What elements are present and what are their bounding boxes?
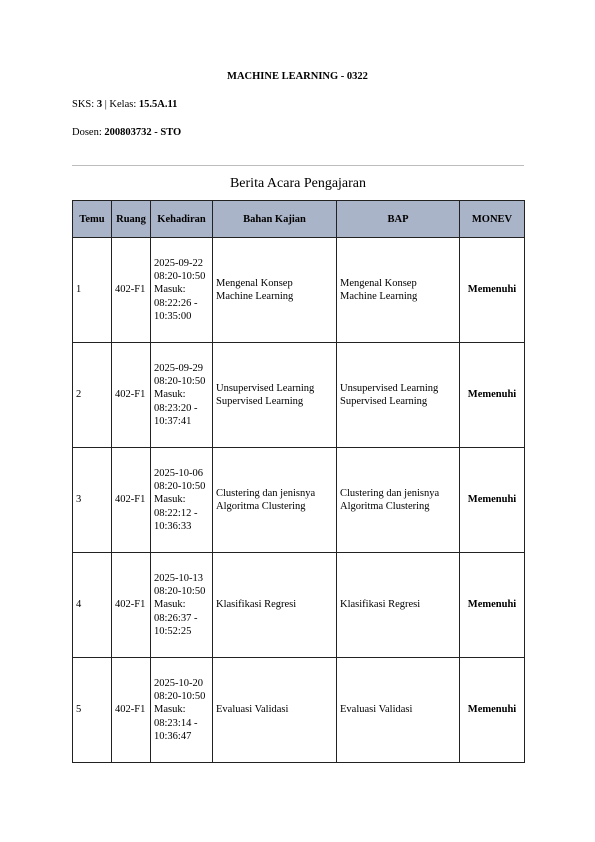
header-monev: MONEV [460, 201, 525, 238]
header-ruang: Ruang [112, 201, 151, 238]
cell-kehadiran [151, 238, 213, 343]
kelas-label: Kelas: [109, 99, 137, 110]
sks-kelas-line [72, 99, 177, 110]
cell-monev: Memenuhi [460, 343, 525, 448]
bap-line: Klasifikasi Regresi [340, 599, 421, 611]
cell-kehadiran [151, 448, 213, 553]
attendance-time: Masuk: 08:26:37 - 10:52:25 [154, 599, 198, 637]
header-bap: BAP [337, 201, 460, 238]
bap-line: Supervised Learning [340, 396, 428, 407]
cell-bahan-kajian [213, 448, 337, 553]
bap-line: Unsupervised Learning [340, 382, 439, 394]
separator: | [104, 99, 107, 110]
header-kehadiran: Kehadiran [151, 201, 213, 238]
cell-temu: 3 [73, 448, 112, 553]
table-row [73, 343, 525, 448]
attendance-time: Masuk: 08:23:14 - 10:36:47 [154, 704, 198, 742]
attendance-time: Masuk: 08:22:12 - 10:36:33 [154, 494, 198, 532]
dosen-value: 200803732 - STO [104, 127, 182, 138]
table-row [73, 238, 525, 343]
bahan-line: Algoritma Clustering [216, 501, 306, 512]
cell-kehadiran [151, 343, 213, 448]
cell-bap [337, 343, 460, 448]
bahan-line: Evaluasi Validasi [216, 704, 289, 716]
meeting-date: 2025-10-13 08:20-10:50 [154, 572, 206, 597]
cell-temu: 4 [73, 553, 112, 658]
header-bahan-kajian: Bahan Kajian [213, 201, 337, 238]
cell-kehadiran [151, 658, 213, 763]
cell-bap [337, 553, 460, 658]
page-title: MACHINE LEARNING - 0322 [227, 71, 368, 82]
attendance-time: Masuk: 08:23:20 - 10:37:41 [154, 389, 198, 427]
bap-line: Evaluasi Validasi [340, 704, 413, 716]
bahan-line: Clustering dan jenisnya [216, 487, 316, 499]
bahan-line: Mengenal Konsep [216, 277, 293, 289]
bahan-line: Klasifikasi Regresi [216, 599, 297, 611]
meeting-date: 2025-10-20 08:20-10:50 [154, 677, 206, 702]
cell-bap [337, 658, 460, 763]
cell-bahan-kajian [213, 343, 337, 448]
cell-bahan-kajian [213, 553, 337, 658]
table-row [73, 658, 525, 763]
cell-bahan-kajian [213, 658, 337, 763]
dosen-label: Dosen: [72, 127, 102, 138]
berita-acara-table [72, 200, 525, 763]
cell-monev: Memenuhi [460, 238, 525, 343]
bap-line: Algoritma Clustering [340, 501, 430, 512]
dosen-line [72, 127, 181, 138]
cell-temu: 5 [73, 658, 112, 763]
table-row [73, 553, 525, 658]
meeting-date: 2025-09-22 08:20-10:50 [154, 257, 206, 282]
bap-line: Clustering dan jenisnya [340, 487, 440, 499]
kelas-value: 15.5A.11 [138, 99, 178, 110]
cell-ruang: 402-F1 [112, 343, 151, 448]
cell-temu: 2 [73, 343, 112, 448]
cell-temu: 1 [73, 238, 112, 343]
sks-value: 3 [96, 99, 103, 110]
bahan-line: Supervised Learning [216, 396, 304, 407]
table-row [73, 448, 525, 553]
attendance-time: Masuk: 08:22:26 - 10:35:00 [154, 284, 198, 322]
cell-ruang: 402-F1 [112, 238, 151, 343]
bap-line: Mengenal Konsep [340, 277, 417, 289]
bahan-line: Machine Learning [216, 291, 294, 302]
section-title: Berita Acara Pengajaran [229, 176, 367, 191]
cell-monev: Memenuhi [460, 658, 525, 763]
divider [72, 165, 524, 166]
header-temu: Temu [73, 201, 112, 238]
cell-bap [337, 448, 460, 553]
cell-bahan-kajian [213, 238, 337, 343]
cell-bap [337, 238, 460, 343]
bap-line: Machine Learning [340, 291, 418, 302]
bahan-line: Unsupervised Learning [216, 382, 315, 394]
cell-ruang: 402-F1 [112, 553, 151, 658]
cell-kehadiran [151, 553, 213, 658]
sks-label: SKS: [72, 99, 95, 110]
cell-monev: Memenuhi [460, 448, 525, 553]
cell-ruang: 402-F1 [112, 658, 151, 763]
meeting-date: 2025-10-06 08:20-10:50 [154, 467, 206, 492]
cell-ruang: 402-F1 [112, 448, 151, 553]
table-header-row [73, 201, 525, 238]
cell-monev: Memenuhi [460, 553, 525, 658]
meeting-date: 2025-09-29 08:20-10:50 [154, 362, 206, 387]
